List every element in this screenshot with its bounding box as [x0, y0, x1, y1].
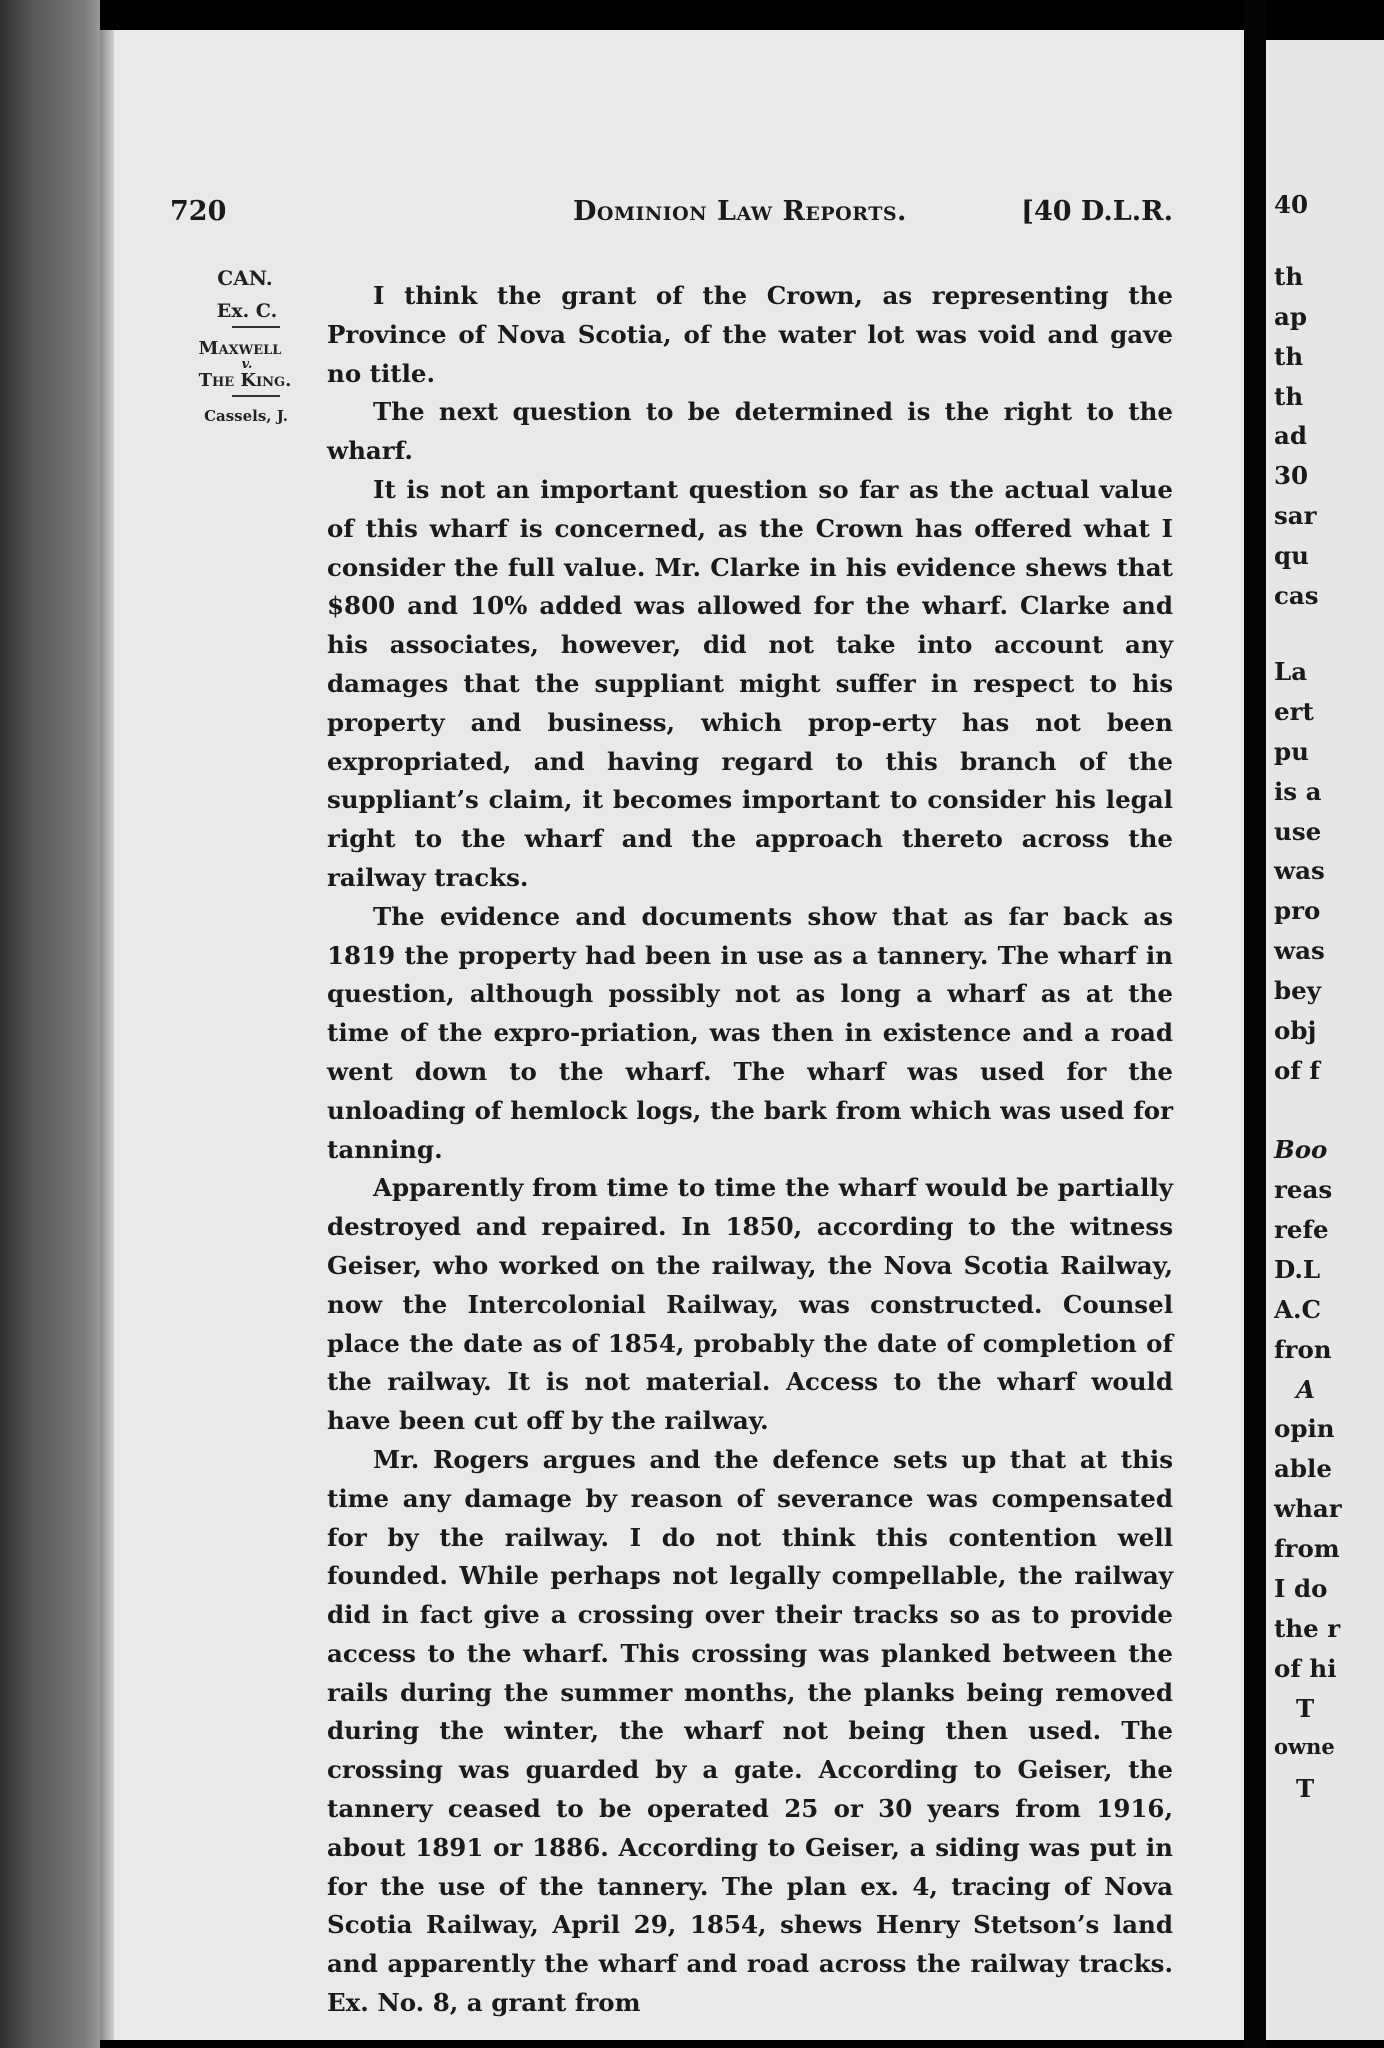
right-fragment: pu [1274, 737, 1309, 766]
right-fragment: ap [1274, 302, 1308, 331]
versus-label: v. [241, 357, 253, 372]
volume-reference: [40 D.L.R. [1021, 196, 1173, 227]
right-fragment: from [1274, 1534, 1340, 1563]
right-fragment: of f [1274, 1056, 1320, 1085]
right-fragment: fron [1274, 1335, 1332, 1364]
right-fragment: th [1274, 342, 1304, 371]
case-sidenote [170, 266, 302, 425]
judgment-text [327, 277, 1173, 2023]
page-edge-shadow [100, 30, 114, 2040]
right-fragment: T [1296, 1694, 1315, 1723]
right-fragment: opin [1274, 1414, 1335, 1443]
right-fragment: La [1274, 657, 1308, 686]
right-fragment: qu [1274, 541, 1309, 570]
party-plaintiff: Maxwell [198, 338, 282, 359]
right-fragment: bey [1274, 976, 1321, 1005]
right-fragment: th [1274, 262, 1304, 291]
right-fragment: A.C [1274, 1295, 1322, 1324]
right-page-number: 40 [1274, 190, 1309, 219]
page-number: 720 [170, 196, 227, 227]
right-fragment: obj [1274, 1016, 1317, 1045]
right-fragment: owne [1274, 1734, 1335, 1759]
party-defendant: The King. [198, 370, 292, 391]
judge-name: Cassels, J. [204, 407, 288, 425]
right-fragment: was [1274, 856, 1325, 885]
court-label: CAN. [217, 266, 273, 290]
paragraph: I think the grant of the Crown, as representing the Province of Nova Scotia, of the water lot was void and gave no title. [327, 281, 1173, 388]
right-fragment: was [1274, 936, 1325, 965]
right-fragment: cas [1274, 581, 1319, 610]
right-fragment: whar [1274, 1494, 1342, 1523]
right-fragment: use [1274, 817, 1322, 846]
right-fragment: th [1274, 382, 1304, 411]
book-gutter [1244, 0, 1266, 2048]
paragraph: Mr. Rogers argues and the defence sets up that at this time any damage by reason of severance was compensated for by the railway. I do not think this contention well founded. While perhaps not legally compellable, the railway did in fact give a crossing over their tracks so as to provide access to the wharf. This crossing was planked between the rails during the summer months, the planks being removed during the winter, the wharf not being then used. The crossing was guarded by a gate. According to Geiser, the tannery ceased to be operated 25 or 30 years from 1916, about 1891 or 1886. According to Geiser, a siding was put in for the use of the tannery. The plan ex. 4, tracing of Nova Scotia Railway, April 29, 1854, shews Henry Stetson’s land and apparently the wharf and road across the railway tracks. Ex. No. 8, a grant from [327, 1444, 1173, 2018]
divider [232, 326, 280, 328]
book-spine [0, 0, 100, 2048]
right-fragment: I do [1274, 1574, 1328, 1603]
right-fragment: sar [1274, 501, 1317, 530]
paragraph: Apparently from time to time the wharf would be partially destroyed and repaired. In 1850, according to the witness Geiser, who worked on the railway, the Nova Scotia Railway, now the Intercolonial Railway, was constructed. Counsel place the date as of 1854, probably the date of completion of the railway. It is not material. Access to the wharf would have been cut off by the railway. [327, 1173, 1173, 1436]
right-fragment: Boo [1274, 1135, 1328, 1164]
report-title: Dominion Law Reports. [573, 196, 907, 227]
right-fragment: reas [1274, 1175, 1333, 1204]
right-fragment: able [1274, 1454, 1332, 1483]
division-label: Ex. C. [216, 300, 278, 322]
right-fragment: of hi [1274, 1654, 1337, 1683]
right-fragment: pro [1274, 896, 1321, 925]
running-head [170, 196, 1173, 240]
right-fragment: ert [1274, 697, 1314, 726]
right-fragment: 30 [1274, 461, 1309, 490]
right-fragment: T [1296, 1774, 1315, 1803]
right-fragment: D.L [1274, 1255, 1321, 1284]
right-page [1266, 40, 1384, 2040]
right-fragment: is a [1274, 777, 1322, 806]
right-fragment: the r [1274, 1614, 1341, 1643]
paragraph: It is not an important question so far as the actual value of this wharf is concerned, as the Crown has offered what I consider the full value. Mr. Clarke in his evidence shews that $800 and 10% added was allowed for the wharf. Clarke and his associates, however, did not take into account any damages that the suppliant might suffer in respect to his property and business, which prop-erty has not been expropriated, and having regard to this branch of the suppliant’s claim, it becomes important to consider his legal right to the wharf and the approach thereto across the railway tracks. [327, 474, 1173, 892]
right-fragment: refe [1274, 1215, 1329, 1244]
paragraph: The evidence and documents show that as far back as 1819 the property had been in use as a tannery. The wharf in question, although possibly not as long a wharf as at the time of the expro-priation, was then in existence and a road went down to the wharf. The wharf was used for the unloading of hemlock logs, the bark from which was used for tanning. [327, 901, 1173, 1164]
paragraph: The next question to be determined is the right to the wharf. [327, 397, 1173, 466]
right-fragment: A [1296, 1375, 1316, 1404]
divider [232, 395, 280, 397]
right-fragment: ad [1274, 421, 1308, 450]
